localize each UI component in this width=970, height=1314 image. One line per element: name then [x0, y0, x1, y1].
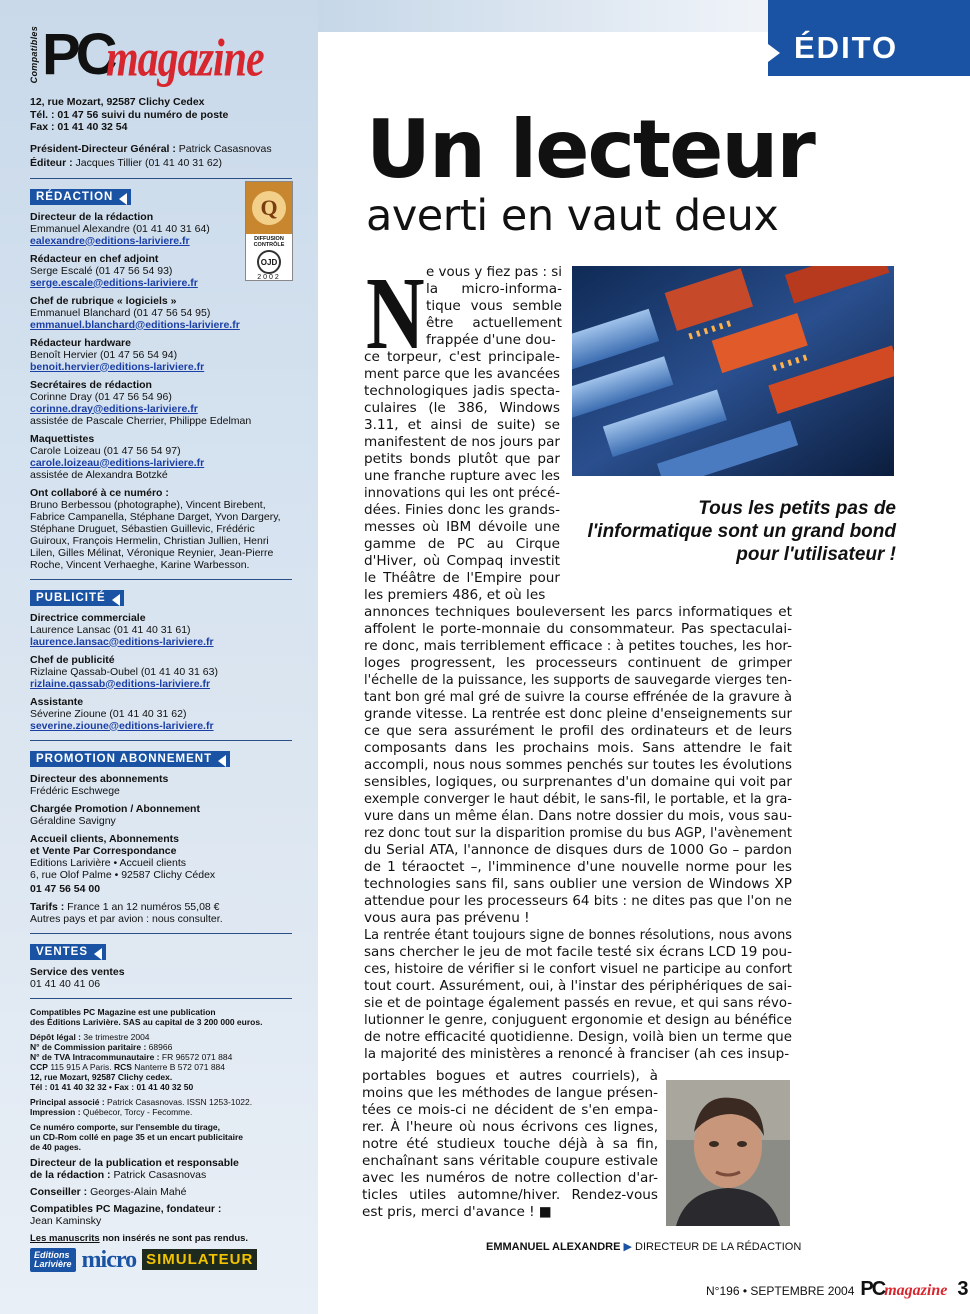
- publisher-address: [30, 96, 292, 134]
- staff-name: Benoît Hervier (01 47 56 54 94): [30, 348, 178, 361]
- staff-email-link[interactable]: carole.loizeau@editions-lariviere.fr: [30, 456, 205, 469]
- executives: [30, 142, 292, 170]
- collaborators-line: Guiroux, François Hermelin, Christian Jullien, Henri: [30, 534, 269, 547]
- staff-role: Chargée Promotion / Abonnement: [30, 802, 200, 815]
- body-line: avec les numéros de notre collection d'ar-: [362, 1170, 659, 1186]
- author-portrait-illustration: [666, 1080, 790, 1226]
- arrow-right-icon: ▶: [623, 1241, 632, 1253]
- ojd-year: 2002: [257, 274, 281, 281]
- body-line: re donc, mais terriblement efficace : à petites touches, les hor-: [364, 638, 793, 654]
- legal-value: 68966: [146, 1041, 173, 1052]
- issue-info: N°196 • SEPTEMBRE 2004: [706, 1284, 855, 1298]
- staff-email-link[interactable]: corinne.dray@editions-lariviere.fr: [30, 402, 198, 415]
- staff-role: Assistante: [30, 695, 84, 708]
- director-title: de la rédaction :: [30, 1168, 111, 1181]
- manuscripts-notice: [30, 1233, 292, 1244]
- lariviere-logo: Editions Larivière: [30, 1248, 76, 1272]
- collaborators-title: Ont collaboré à ce numéro :: [30, 486, 169, 499]
- collaborators: [30, 487, 292, 571]
- legal-phone: Tél : 01 41 40 32 32 • Fax : 01 41 40 32 50: [30, 1081, 194, 1092]
- article-subtitle: averti en vaut deux: [366, 191, 779, 241]
- staff-name: Frédéric Eschwege: [30, 784, 120, 797]
- body-line: exemple converger le haut débit, le sans-fil, le portable, et la gra-: [364, 791, 793, 807]
- footer-logo-pc: PC: [860, 1278, 885, 1300]
- section-tag-publicite: PUBLICITÉ: [30, 590, 124, 606]
- founder-name: Jean Kaminsky: [30, 1214, 102, 1227]
- body-line: petits bonds plutôt que par: [364, 451, 560, 467]
- staff-entry: [30, 803, 292, 827]
- body-line: vous aura pas prévenu !: [364, 910, 530, 926]
- page-number: 3: [957, 1278, 969, 1300]
- editor-name: Jacques Tillier (01 41 40 31 62): [72, 156, 223, 169]
- divider: [30, 579, 292, 580]
- sales-title: Service des ventes: [30, 965, 125, 978]
- body-line: ce que sera assurément le profil des ordinateurs et de leurs: [364, 723, 793, 739]
- section-header: [768, 0, 970, 76]
- legal-line: Ce numéro comporte, sur l'ensemble du tirage,: [30, 1121, 221, 1132]
- legal-line: un CD-Rom collé en page 35 et un encart publicitaire: [30, 1131, 244, 1142]
- staff-entry: [30, 433, 292, 481]
- body-line: accompli, nous nous sommes penchés sur toutes les évolutions: [364, 757, 793, 773]
- body-line: messes où IBM dévoile une: [364, 519, 561, 535]
- ojd-certification-badge: [245, 181, 293, 281]
- page-footer: [706, 1278, 968, 1301]
- sales-phone: 01 41 40 41 06: [30, 977, 101, 990]
- body-line: est pris, merci d'avance ! ■: [362, 1204, 552, 1220]
- arrow-right-icon: [768, 44, 780, 62]
- legal-label: Impression :: [30, 1106, 81, 1117]
- body-line: rer. À l'heure où nous écrivons ces lignes,: [362, 1119, 659, 1135]
- staff-email-link[interactable]: severine.zioune@editions-lariviere.fr: [30, 719, 214, 732]
- staff-name: Serge Escalé (01 47 56 54 93): [30, 264, 173, 277]
- legal-line: des Éditions Larivière. SAS au capital de 3 200 000 euros.: [30, 1016, 263, 1027]
- body-line: rez donc tout sur la disparition promise du bus AGP, l'avènement: [364, 825, 792, 841]
- editor-title: Éditeur :: [30, 156, 73, 169]
- body-line: frappée d'une dou-: [426, 332, 556, 348]
- body-line: la majorité des ministères a renoncé à franciser (ah ces insup-: [364, 1046, 790, 1062]
- body-line: tant bon gré mal gré de suivre la course effrénée de la gravure à: [364, 689, 793, 705]
- body-line: tout court. Assurément, oui, à l'instar des périphériques de sai-: [364, 978, 793, 994]
- staff-role: Directeur des abonnements: [30, 772, 169, 785]
- micro-pratique-logo: micro: [81, 1246, 137, 1273]
- body-line: portables bogues et autres courriels), à: [362, 1068, 658, 1084]
- staff-name: Emmanuel Blanchard (01 47 56 54 95): [30, 306, 211, 319]
- founder: [30, 1203, 292, 1227]
- body-line: tique vous semble: [426, 298, 562, 314]
- address-line: 12, rue Mozart, 92587 Clichy Cedex: [30, 96, 205, 108]
- author-signature: [486, 1240, 801, 1253]
- body-line: être actuellement: [426, 315, 562, 331]
- phone-line: Tél. : 01 47 56 suivi du numéro de poste: [30, 108, 229, 121]
- body-line: innovations qui les ont précé-: [364, 485, 560, 501]
- body-line: tées ce mois-ci ne décident de s'en empa-: [362, 1102, 658, 1118]
- footer-logo-magazine: magazine: [884, 1282, 948, 1299]
- body-line: moins que les méthodes de langue présen-: [362, 1085, 658, 1101]
- founder-title: Compatibles PC Magazine, fondateur :: [30, 1202, 222, 1215]
- body-line: attendue pour les processeurs 64 bits : ne dites pas que l'on ne: [364, 893, 792, 909]
- body-line: affolent le porte-monnaie du consommateur. Pas spectaculai-: [364, 621, 793, 637]
- staff-name: Corinne Dray (01 47 56 54 96): [30, 390, 172, 403]
- body-line: de 1 téraoctet –, l'imminence d'une nouvelle norme pour les: [364, 859, 792, 875]
- legal-label: Dépôt légal :: [30, 1031, 82, 1042]
- section-tag-promotion: PROMOTION ABONNEMENT: [30, 751, 230, 767]
- collaborators-line: Lilen, Gilles Mélinat, Véronique Reynier, Jean-Pierre: [30, 546, 274, 559]
- publisher-logos: [30, 1248, 292, 1272]
- body-line: e vous y fiez pas : si: [426, 264, 563, 280]
- publicite-list: [30, 612, 292, 732]
- caption-line: pour l'utilisateur !: [736, 544, 896, 565]
- header-band: [318, 0, 768, 32]
- divider: [30, 998, 292, 999]
- body-line: loges progressent, les processeurs continuent de grimper: [364, 655, 792, 671]
- staff-assistant: assistée de Pascale Cherrier, Philippe Edelman: [30, 414, 252, 427]
- sales-entry: [30, 966, 292, 990]
- staff-email-link[interactable]: ealexandre@editions-lariviere.fr: [30, 234, 190, 247]
- staff-email-link[interactable]: benoit.hervier@editions-lariviere.fr: [30, 360, 205, 373]
- author-portrait: [666, 1080, 790, 1226]
- body-line: sensibles, logiques, ou surprenantes d'un domaine qui voit par: [364, 774, 792, 790]
- legal-value: Patrick Casasnovas. ISSN 1253-1022.: [104, 1096, 253, 1107]
- body-line: 3.11, et ainsi de suite) se: [364, 417, 560, 433]
- pricing-france: France 1 an 12 numéros 55,08 €: [64, 900, 220, 913]
- legal-label: N° de TVA Intracommunautaire :: [30, 1051, 160, 1062]
- staff-entry: [30, 379, 292, 427]
- body-line: ticles utiles automne/hiver. Rendez-vous: [362, 1187, 658, 1203]
- staff-email-link[interactable]: laurence.lansac@editions-lariviere.fr: [30, 635, 214, 648]
- legal-address: 12, rue Mozart, 92587 Clichy cedex.: [30, 1071, 173, 1082]
- staff-name: Emmanuel Alexandre (01 41 40 31 64): [30, 222, 210, 235]
- promotion-list: [30, 773, 292, 827]
- body-line: ce torpeur, c'est principale-: [364, 349, 560, 365]
- logo-magazine: magazine: [106, 30, 264, 88]
- legal-cdrom: [30, 1122, 292, 1152]
- micro-simulateur-logo: SIMULATEUR: [142, 1249, 257, 1270]
- article-body-dropcap-lines: [426, 264, 562, 349]
- body-line: les premiers 486, et où les: [364, 587, 546, 603]
- legal-value: Québecor, Torcy - Fecomme.: [80, 1106, 193, 1117]
- legal-value: 3e trimestre 2004: [81, 1031, 150, 1042]
- customer-service-phone: 01 47 56 54 00: [30, 882, 101, 895]
- ojd-seal-icon: Q: [252, 191, 286, 225]
- body-line: La rentrée étant toujours signe de bonnes résolutions, nous avons: [364, 927, 793, 943]
- collaborators-line: Fabrice Campanella, Stéphane Darget, Yvon Dargery,: [30, 510, 281, 523]
- staff-entry: [30, 337, 292, 373]
- body-line: de notre efficacité quotidienne. Design, voilà bien un terme que: [364, 1029, 792, 1045]
- body-line: dées. Finies donc les grands-: [364, 502, 561, 518]
- photo-caption: [580, 497, 896, 566]
- staff-role: Maquettistes: [30, 432, 95, 445]
- caption-line: Tous les petits pas de: [698, 498, 896, 519]
- logo-compatibles: Compatibles: [29, 26, 39, 84]
- body-line: vure dans un même élan. Dans notre dossier du mois, vous sau-: [364, 808, 793, 824]
- staff-entry: [30, 295, 292, 331]
- body-line: annonces techniques bouleversent les parcs informatiques et: [364, 604, 792, 620]
- legal-label: N° de Commission paritaire :: [30, 1041, 147, 1052]
- body-line: manifestent de nos jours par: [364, 434, 561, 450]
- pricing-title: Tarifs :: [30, 900, 65, 913]
- article-body-wide: [364, 604, 792, 1063]
- body-line: composants dans les prochains mois. Sans attendre le fait: [364, 740, 792, 756]
- divider: [30, 178, 292, 179]
- caption-line: l'informatique sont un grand bond: [587, 521, 896, 542]
- body-line: une franche rupture avec les: [364, 468, 561, 484]
- pdg-title: Président-Directeur Général :: [30, 142, 176, 155]
- pricing: [30, 901, 292, 925]
- staff-assistant: assistée de Alexandra Botzké: [30, 468, 168, 481]
- legal-line: Compatibles PC Magazine est une publication: [30, 1006, 216, 1017]
- body-line: le Théâtre de l'Empire pour: [364, 570, 561, 586]
- fax-line: Fax : 01 41 40 32 54: [30, 121, 128, 133]
- legal-printing: [30, 1097, 292, 1117]
- author-role: DIRECTEUR DE LA RÉDACTION: [631, 1241, 802, 1253]
- staff-entry: [30, 696, 292, 732]
- circuit-board-photo: [572, 266, 894, 476]
- customer-service-line: Editions Larivière • Accueil clients: [30, 856, 186, 869]
- legal-value: Nanterre B 572 071 884: [131, 1061, 225, 1072]
- collaborators-line: Roche, Vincent Verhaeghe, Karine Warbesson.: [30, 558, 250, 571]
- collaborators-line: Bruno Berbessou (photographe), Vincent Birebent,: [30, 498, 266, 511]
- staff-role: Chef de publicité: [30, 653, 115, 666]
- body-line: du Serial ATA, l'annonce de disques durs de 1000 Go – pardon: [364, 842, 792, 858]
- ojd-label: DIFFUSION CONTRÔLE: [253, 236, 285, 248]
- article-body-closing: [362, 1068, 658, 1221]
- staff-role: Rédacteur hardware: [30, 336, 131, 349]
- staff-email-link[interactable]: emmanuel.blanchard@editions-lariviere.fr: [30, 318, 240, 331]
- legal-label: Principal associé :: [30, 1096, 105, 1107]
- advisor: [30, 1186, 292, 1198]
- legal-publisher: [30, 1007, 292, 1027]
- staff-email-link[interactable]: rizlaine.qassab@editions-lariviere.fr: [30, 677, 211, 690]
- customer-service-line: 6, rue Olof Palme • 92587 Clichy Cédex: [30, 868, 216, 881]
- manuscripts-underlined: Les manuscrits: [30, 1232, 100, 1244]
- staff-role: Chef de rubrique « logiciels »: [30, 294, 177, 307]
- section-tag-ventes: VENTES: [30, 944, 106, 960]
- drop-cap: N: [366, 256, 425, 371]
- staff-name: Carole Loizeau (01 47 56 54 97): [30, 444, 181, 457]
- staff-name: Laurence Lansac (01 41 40 31 61): [30, 623, 191, 636]
- staff-name: Géraldine Savigny: [30, 814, 116, 827]
- circuit-board-illustration: [572, 266, 894, 476]
- body-line: lutionner le genre, conjuguent ergonomie et design au bénéfice: [364, 1012, 792, 1028]
- staff-role: Directeur de la rédaction: [30, 210, 154, 223]
- staff-role: Directrice commerciale: [30, 611, 146, 624]
- director-name: Patrick Casasnovas: [110, 1168, 207, 1181]
- section-title: ÉDITO: [794, 30, 899, 65]
- director-title: Directeur de la publication et responsable: [30, 1156, 239, 1169]
- body-line: sie et de pointage également passés en revue, et qui sans révo-: [364, 995, 793, 1011]
- article-title: Un lecteur: [366, 103, 814, 196]
- body-line: l'échelle de la puissance, les supports de sauvegarde vierges ten-: [364, 672, 792, 688]
- staff-entry: [30, 773, 292, 797]
- section-tag-redaction: RÉDACTION: [30, 189, 131, 205]
- body-line: technologies sans fil, sans oublier une version de Windows XP: [364, 876, 793, 892]
- body-line: grande vitesse. La rentrée est donc pleine d'enseignements sur: [364, 706, 793, 722]
- body-line: enchaînant sans véritable coupure estivale: [362, 1153, 658, 1169]
- body-line: d'Hiver, où Compaq investit: [364, 553, 560, 569]
- staff-entry: [30, 612, 292, 648]
- customer-service-title: et Vente Par Correspondance: [30, 844, 177, 857]
- collaborators-line: Stéphane Druguet, Sébastien Guillevic, Frédéric: [30, 522, 255, 535]
- customer-service-title: Accueil clients, Abonnements: [30, 832, 179, 845]
- legal-value: FR 96572 071 884: [159, 1051, 233, 1062]
- legal-value: 115 915 A Paris.: [47, 1061, 114, 1072]
- customer-service: [30, 833, 292, 895]
- ojd-circle: OJD: [257, 250, 281, 274]
- body-line: notre été studieux touche déjà à sa fin,: [362, 1136, 659, 1152]
- legal-registration: [30, 1032, 292, 1092]
- advisor-name: Georges-Alain Mahé: [87, 1185, 187, 1198]
- body-line: sans chercher le jeu de mot facile testé six écrans LCD 19 pou-: [364, 944, 793, 960]
- publication-director: [30, 1157, 292, 1181]
- author-name: EMMANUEL ALEXANDRE: [486, 1241, 621, 1253]
- staff-name: Séverine Zioune (01 41 40 31 62): [30, 707, 187, 720]
- staff-entry: [30, 654, 292, 690]
- body-line: technologiques jadis specta-: [364, 383, 560, 399]
- legal-label: CCP: [30, 1061, 48, 1072]
- logo-pc: PC: [42, 22, 113, 87]
- pdg-name: Patrick Casasnovas: [175, 142, 272, 155]
- legal-line: de 40 pages.: [30, 1141, 82, 1152]
- body-line: la micro-informa-: [426, 281, 562, 297]
- legal-label: RCS: [113, 1061, 132, 1072]
- body-line: ment parce que les avancées: [364, 366, 560, 382]
- staff-role: Secrétaires de rédaction: [30, 378, 152, 391]
- body-line: ces, histoire de vérifier si le confort visuel ne participe au confort: [364, 961, 793, 977]
- manuscripts-rest: non insérés ne sont pas rendus.: [99, 1232, 249, 1244]
- body-line: gamme de PC au Cirque: [364, 536, 560, 552]
- staff-email-link[interactable]: serge.escale@editions-lariviere.fr: [30, 276, 198, 289]
- pricing-other: Autres pays et par avion : nous consulter.: [30, 912, 223, 925]
- body-line: culaires (le 386, Windows: [364, 400, 560, 416]
- advisor-title: Conseiller :: [30, 1185, 88, 1198]
- article-body-narrow: [364, 349, 560, 604]
- magazine-logo: [30, 22, 292, 92]
- staff-role: Rédacteur en chef adjoint: [30, 252, 159, 265]
- divider: [30, 740, 292, 741]
- divider: [30, 933, 292, 934]
- staff-name: Rizlaine Qassab-Oubel (01 41 40 31 63): [30, 665, 218, 678]
